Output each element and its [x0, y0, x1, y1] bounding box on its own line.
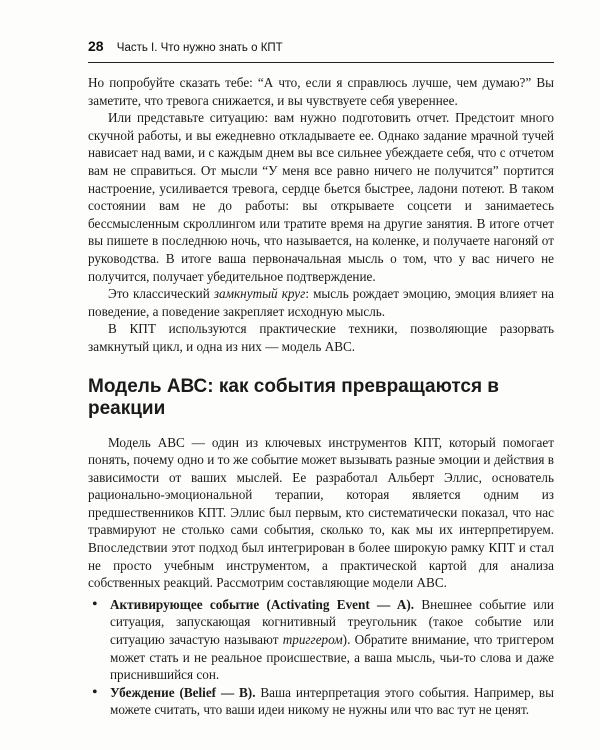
header-rule — [88, 62, 554, 63]
list-item — [88, 596, 554, 684]
section-heading: Модель АВС: как события превращаются в реакции — [88, 375, 499, 419]
paragraph: Или представьте ситуацию: вам нужно подготовить отчет. Предстоит много скучной работы, и вы ежедневно откладываете ее. Однако задание мрачной тучей нависает над вами, и с каждым днем вы все сильнее убеждаете себя, что с отчетом вам не справиться. От мысли “У меня все равно ничего не получится” портится настроение, усиливается тревога, сердце бьется быстрее, ладони потеют. В таком состоянии вам не до работы: вы открываете соцсети и занимаетесь бессмысленным скроллингом или тратите время на другие занятия. В итоге отчет вы пишете в последнюю ночь, что называется, на коленке, и получаете нагоняй от руководства. В итоге ваша первоначальная мысль о том, что у вас ничего не получится, получает убедительное подтверждение. — [88, 110, 554, 284]
running-head — [88, 38, 554, 54]
page-body — [88, 74, 554, 719]
list-item — [88, 684, 554, 719]
paragraph: В КПТ используются практические техники, позволяющие разорвать замкнутый цикл, и одна из них — модель АВС. — [88, 321, 554, 354]
paragraph — [88, 285, 554, 320]
list-item-term: Активирующее событие (Activating Event — A). — [110, 596, 415, 612]
text-run: : мысль рождает эмоцию, эмоция влияет на поведение, а поведение закрепляет исходную мысль. — [88, 286, 554, 319]
text-run: Ваша интерпретация этого события. Например, вы можете считать, что ваши идеи никому не нужны или что вас тут не ценят. — [110, 684, 554, 718]
list-item-term: Убеждение (Belief — B). — [110, 684, 256, 700]
running-title: Часть I. Что нужно знать о КПТ — [116, 42, 283, 54]
bullet-list — [88, 596, 554, 719]
paragraph: Но попробуйте сказать тебе: “А что, если я справлюсь лучше, чем думаю?” Вы заметите, что тревога снижается, и вы чувствуете себя увереннее. — [88, 75, 554, 108]
text-run: ). Обратите внимание, что триггером может стать и не реальное происшествие, а ваша мысль, чьи-то слова и даже приснившийся сон. — [110, 632, 554, 683]
page-number: 28 — [88, 38, 104, 54]
text-run: Это классический — [108, 286, 214, 302]
text-run: Внешнее событие или ситуация, запускающая когнитивный треугольник (такое событие или ситуацию зачастую называют — [110, 596, 554, 648]
emphasis-term: замкнутый круг — [213, 286, 306, 302]
emphasis-term: триггером — [282, 632, 343, 648]
paragraph: Модель АВС — один из ключевых инструментов КПТ, который помогает понять, почему одно и то же событие может вызывать разные эмоции и действия в зависимости от ваших мыслей. Ее разработал Альберт Эллис, основатель рационально-эмоциональной терапии, которая является одним из предшественников КПТ. Эллис был первым, кто систематически показал, что нас травмируют не столько сами события, сколько то, как мы их интерпретируем. Впоследствии этот подход был интегрирован в более широкую рамку КПТ и стал не просто учебным инструментом, а практической картой для анализа собственных реакций. Рассмотрим составляющие модели АВС. — [88, 434, 554, 591]
